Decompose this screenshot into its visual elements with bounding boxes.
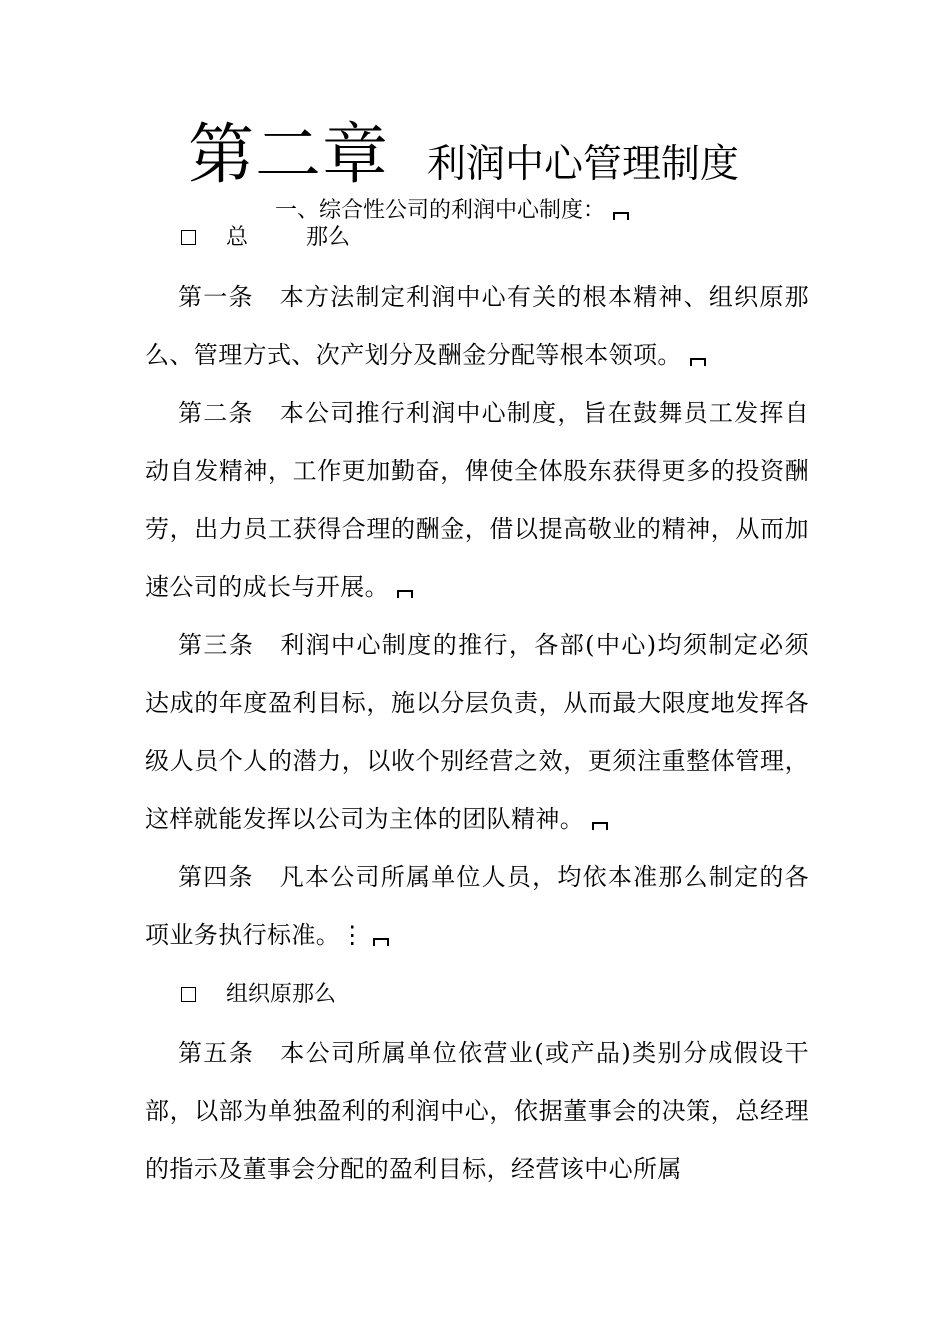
paragraph-mark-icon — [613, 212, 629, 220]
article-2 — [145, 384, 809, 616]
article-text: 本公司推行利润中心制度，旨在鼓舞员工发挥自动自发精神，工作更加勤奋，俾使全体股东获得更多的投资酬劳，出力员工获得合理的酬金，借以提高敬业的精神，从而加速公司的成长与开展。 — [145, 399, 809, 601]
subhead-organization — [181, 980, 336, 1010]
article-1 — [145, 268, 809, 384]
article-number: 第四条 — [178, 863, 254, 891]
article-number: 第一条 — [178, 283, 254, 311]
article-5 — [145, 1024, 809, 1198]
article-text: 本公司所属单位依营业(或产品)类别分成假设干部，以部为单独盈利的利润中心，依据董事会的决策，总经理的指示及董事会分配的盈利目标，经营该中心所属 — [145, 1039, 809, 1183]
subhead-general-part1: 总 — [226, 225, 249, 250]
checkbox-square-icon — [181, 987, 196, 1002]
subhead-general — [181, 223, 350, 253]
checkbox-square-icon — [181, 230, 196, 245]
subhead-general-part2: 那么 — [306, 225, 351, 250]
paragraph-mark-icon — [373, 938, 389, 946]
article-number: 第五条 — [178, 1039, 255, 1067]
article-3 — [145, 616, 809, 848]
article-text: 凡本公司所属单位人员，均依本准那么制定的各项业务执行标准。⋮ — [145, 863, 809, 949]
article-text: 本方法制定利润中心有关的根本精神、组织原那么、管理方式、次产划分及酬金分配等根本领项。 — [145, 283, 809, 369]
article-number: 第三条 — [178, 631, 255, 659]
paragraph-mark-icon — [592, 822, 608, 830]
paragraph-mark-icon — [690, 358, 706, 366]
section-title: 一、综合性公司的利润中心制度： — [275, 198, 606, 223]
article-4 — [145, 848, 809, 964]
article-text: 利润中心制度的推行，各部(中心)均须制定必须达成的年度盈利目标，施以分层负责，从而最大限度地发挥各级人员个人的潜力，以收个别经营之效，更须注重整体管理，这样就能发挥以公司为主体的团队精神。 — [145, 631, 809, 833]
chapter-title — [188, 118, 768, 192]
paragraph-mark-icon — [397, 590, 413, 598]
subhead-organization-label: 组织原那么 — [226, 982, 337, 1007]
section-heading — [275, 196, 629, 226]
article-number: 第二条 — [178, 399, 254, 427]
chapter-number: 第二章 — [188, 116, 389, 193]
chapter-name: 利润中心管理制度 — [427, 142, 740, 187]
